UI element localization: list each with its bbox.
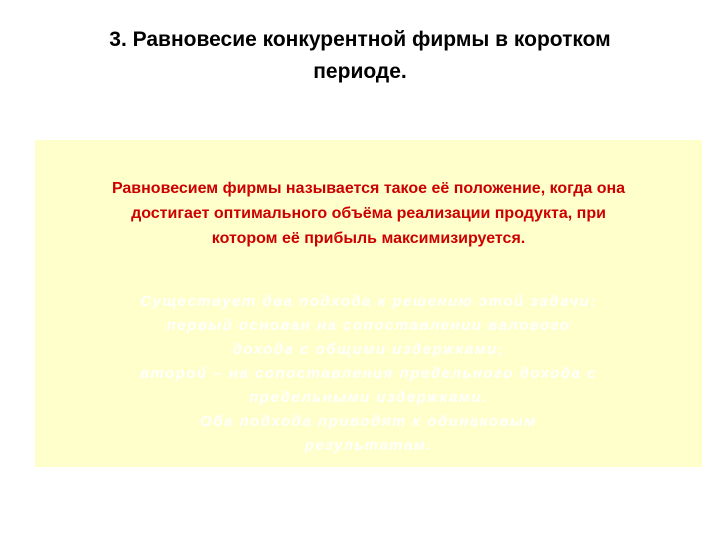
approaches-text <box>35 290 702 458</box>
definition-line-3: котором её прибыль максимизируется. <box>211 230 526 247</box>
approaches-line-2: первый основан на сопоставлении валового <box>166 317 571 334</box>
approaches-line-7: результатам. <box>304 437 433 454</box>
approaches-line-6: Оба подхода приводят к одинаковым <box>200 413 537 430</box>
slide-title-line-2: периоде. <box>313 60 407 83</box>
definition-line-1: Равновесием фирмы называется такое её положение, когда она <box>111 180 626 197</box>
approaches-line-5: предельными издержками. <box>249 389 488 406</box>
definition-line-2: достигает оптимального объёма реализации продукта, при <box>131 205 606 222</box>
definition-text <box>35 176 702 251</box>
slide-title <box>40 24 680 88</box>
slide-title-line-1: 3. Равновесие конкурентной фирмы в коротком <box>109 28 611 51</box>
approaches-line-3: дохода с общими издержками; <box>232 341 505 358</box>
approaches-line-1: Существует два подхода к решению этой задачи: <box>140 293 597 310</box>
approaches-line-4: второй – на сопоставления предельного дохода с <box>140 365 597 382</box>
content-box <box>35 140 702 467</box>
